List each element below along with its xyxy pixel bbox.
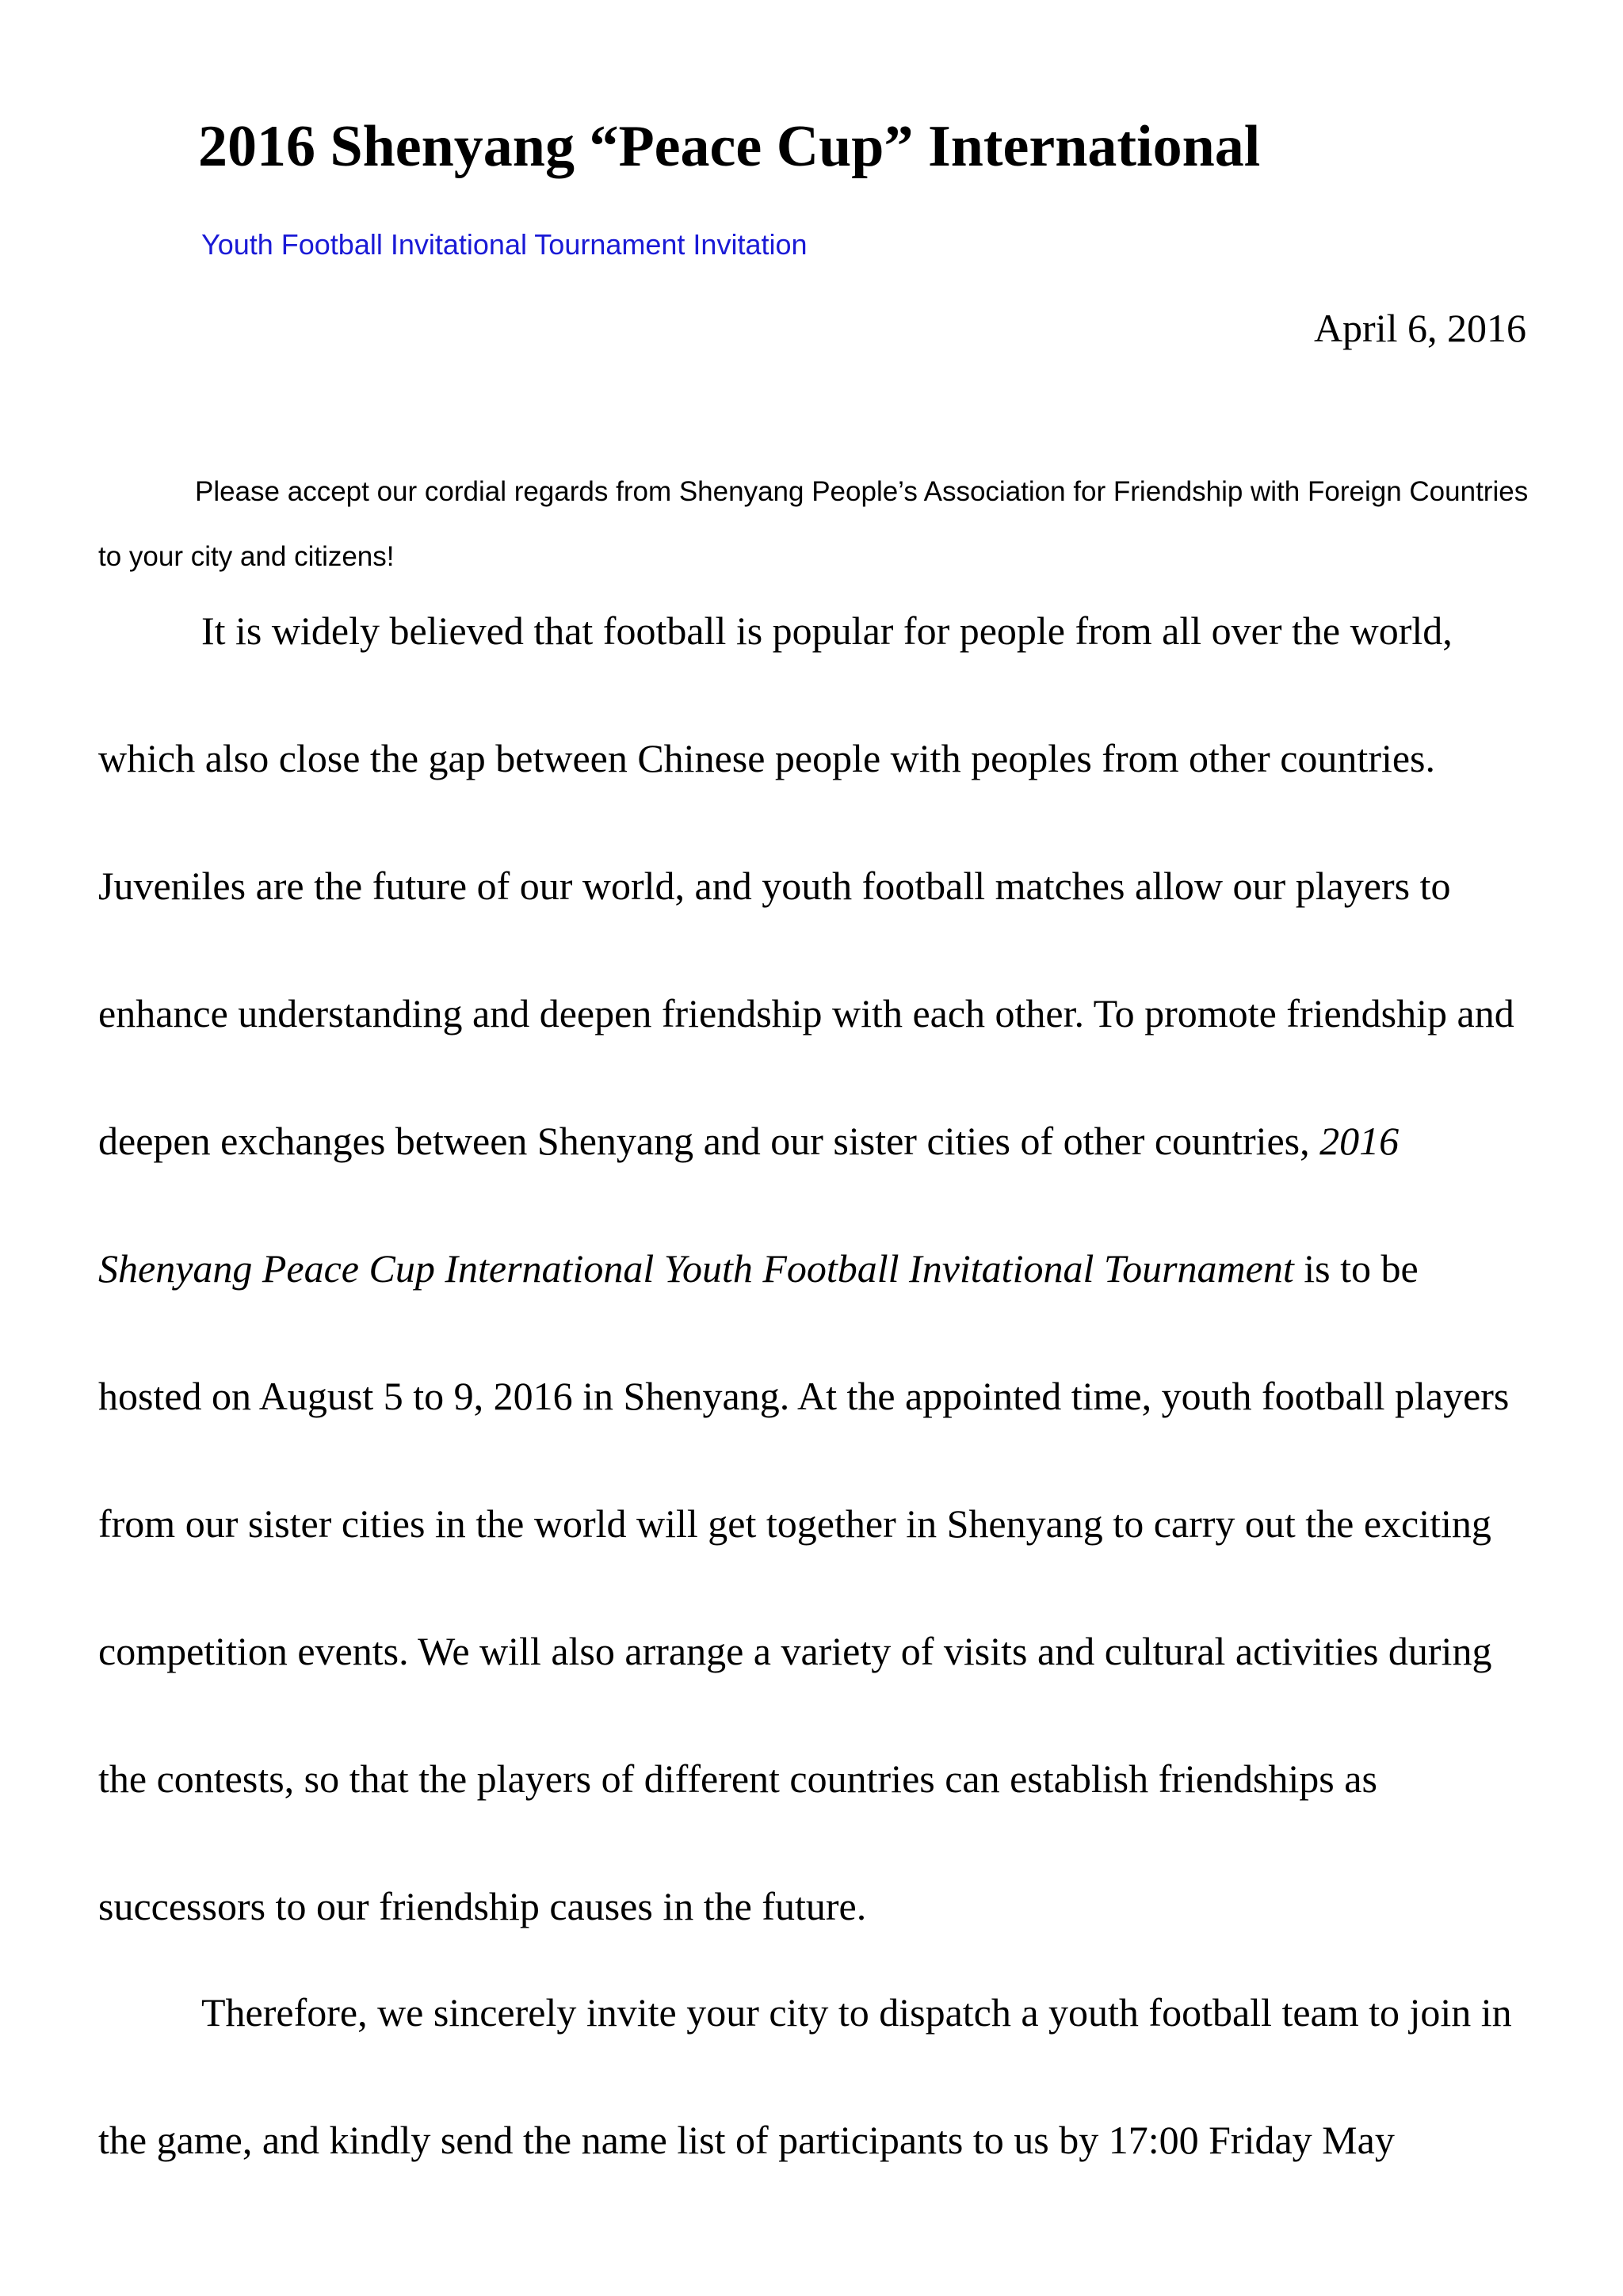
greeting-paragraph: Please accept our cordial regards from Shenyang People’s Association for Friendship with Foreign Countries to your city and citizens! <box>98 476 1529 572</box>
body-paragraph-1 <box>98 567 1525 1970</box>
event-name: 2016 Shenyang Peace Cup International Youth Football Invitational Tournament <box>98 1119 1400 1291</box>
paragraph-1-text-before: It is widely believed that football is popular for people from all over the world, which also close the gap between Chinese people with peoples from other countries. Juveniles are the future of our world, and youth football matches allow our players to enhance understanding and deepen friendship with each other. To promote friendship and deepen exchanges between Shenyang and our sister cities of other countries, <box>98 608 1514 1163</box>
letter-date: April 6, 2016 <box>1313 306 1526 350</box>
paragraph-1-text-after: is to be hosted on August 5 to 9, 2016 in Shenyang. At the appointed time, youth football players from our sister cities in the world will get together in Shenyang to carry out the exciting competition events. We will also arrange a variety of visits and cultural activities during the contests, so that the players of different countries can establish friendships as successors to our friendship causes in the future. <box>98 1246 1510 1928</box>
body-paragraph-2: Therefore, we sincerely invite your city to dispatch a youth football team to join in the game, and kindly send the name list of participants to us by 17:00 Friday May <box>98 1990 1512 2162</box>
document-subtitle: Youth Football Invitational Tournament Invitation <box>201 228 808 261</box>
document-title: 2016 Shenyang “Peace Cup” International <box>198 114 1261 179</box>
